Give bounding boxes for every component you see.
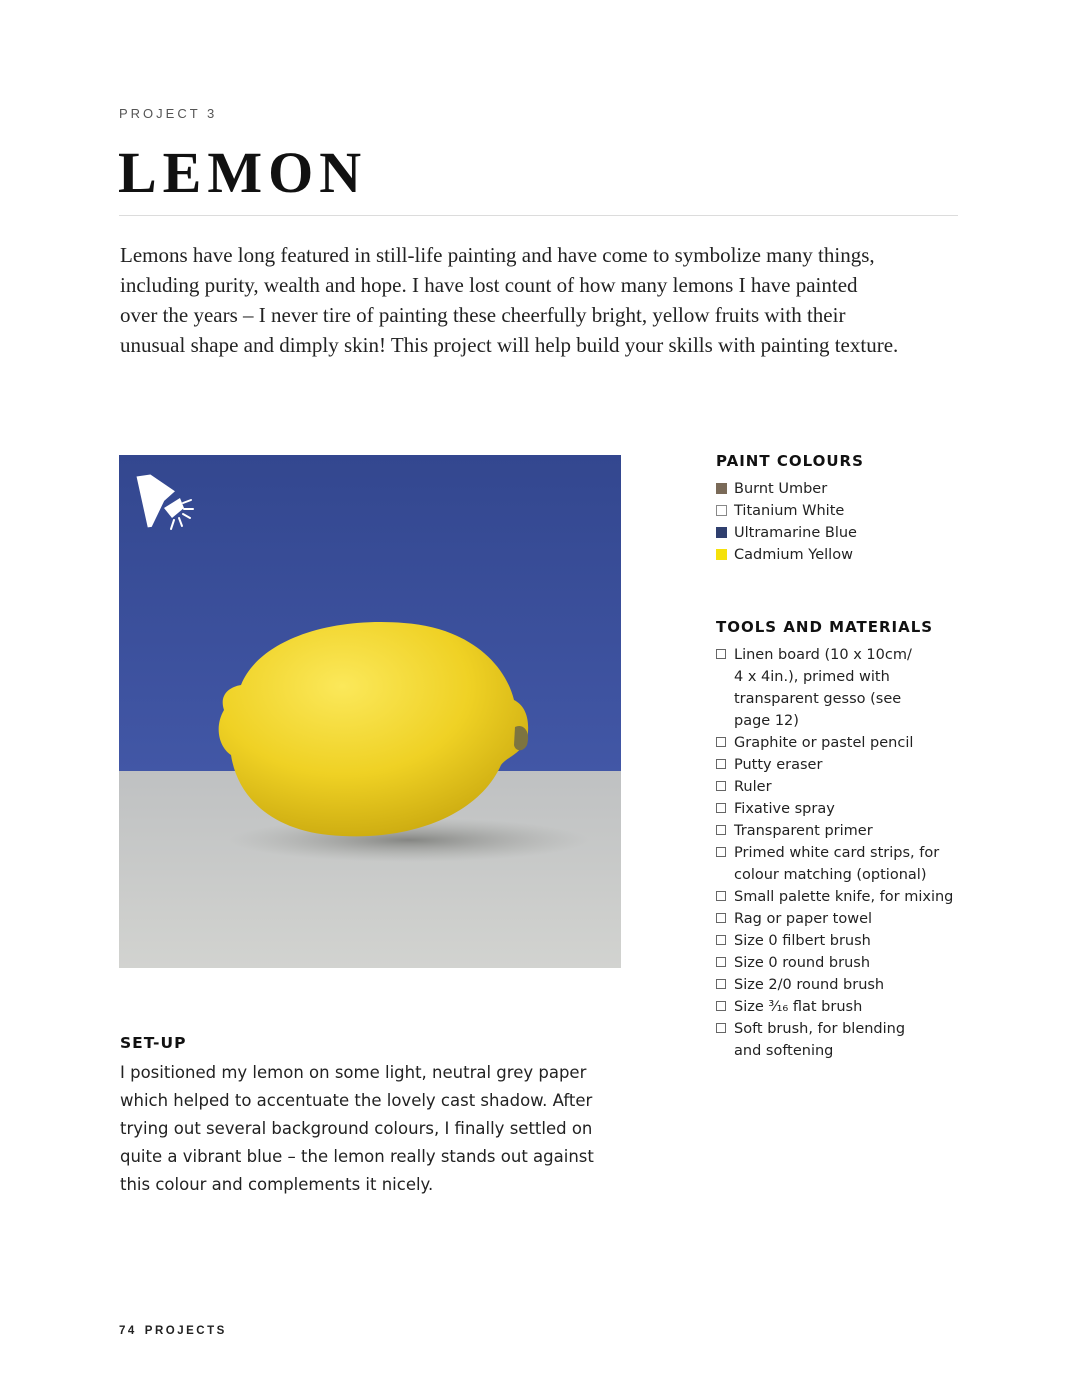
tool-item — [716, 886, 966, 908]
tool-label: Fixative spray — [734, 801, 835, 817]
colour-swatch-icon — [716, 549, 727, 560]
checkbox-icon — [716, 803, 726, 813]
tool-item — [716, 754, 966, 776]
light-direction-icon — [136, 472, 196, 534]
tool-label: Putty eraser — [734, 757, 823, 773]
title-rule — [119, 215, 958, 216]
checkbox-icon — [716, 935, 726, 945]
materials-sidebar — [716, 450, 966, 1062]
checkbox-icon — [716, 847, 726, 857]
tool-item — [716, 842, 966, 886]
setup-paragraph — [120, 1059, 620, 1199]
intro-line: including purity, wealth and hope. I have lost count of how many lemons I have painted — [120, 273, 858, 297]
setup-line: which helped to accentuate the lovely cast shadow. After — [120, 1091, 593, 1110]
tool-item — [716, 776, 966, 798]
paint-colours-list — [716, 478, 966, 566]
paint-colour-item — [716, 522, 966, 544]
tool-item — [716, 908, 966, 930]
lemon-photo — [119, 455, 621, 968]
tool-label: Rag or paper towel — [734, 911, 873, 927]
checkbox-icon — [716, 957, 726, 967]
tool-item — [716, 732, 966, 754]
paint-colour-item — [716, 544, 966, 566]
setup-heading: SET-UP — [120, 1034, 187, 1052]
paint-colour-label: Cadmium Yellow — [734, 547, 853, 563]
section-name: PROJECTS — [144, 1325, 227, 1337]
tool-label: Size 2/0 round brush — [734, 977, 885, 993]
setup-line: trying out several background colours, I finally settled on — [120, 1119, 593, 1138]
page-folio — [119, 1325, 227, 1337]
checkbox-icon — [716, 737, 726, 747]
tool-item — [716, 996, 966, 1018]
tool-label: Size ³⁄₁₆ flat brush — [734, 999, 863, 1015]
tool-label: Size 0 filbert brush — [734, 933, 871, 949]
tool-label: Soft brush, for blending and softening — [734, 1021, 906, 1059]
tool-label: Graphite or pastel pencil — [734, 735, 914, 751]
paint-colours-heading: PAINT COLOURS — [716, 452, 864, 470]
colour-swatch-icon — [716, 483, 727, 494]
tool-item — [716, 974, 966, 996]
tools-list — [716, 644, 966, 1062]
tool-item — [716, 930, 966, 952]
setup-line: this colour and complements it nicely. — [120, 1175, 434, 1194]
checkbox-icon — [716, 1001, 726, 1011]
tools-heading: TOOLS AND MATERIALS — [716, 618, 934, 636]
intro-line: unusual shape and dimply skin! This project will help build your skills with painting texture. — [120, 333, 899, 357]
checkbox-icon — [716, 649, 726, 659]
checkbox-icon — [716, 759, 726, 769]
colour-swatch-icon — [716, 505, 727, 516]
colour-swatch-icon — [716, 527, 727, 538]
tool-item — [716, 1018, 966, 1062]
checkbox-icon — [716, 979, 726, 989]
paint-colour-item — [716, 478, 966, 500]
checkbox-icon — [716, 825, 726, 835]
paint-colour-label: Titanium White — [734, 503, 845, 519]
tool-item — [716, 820, 966, 842]
tool-label: Linen board (10 x 10cm/ 4 x 4in.), primed with transparent gesso (see page 12) — [734, 647, 912, 729]
paint-colour-item — [716, 500, 966, 522]
intro-line: over the years – I never tire of painting these cheerfully bright, yellow fruits with their — [120, 303, 846, 327]
checkbox-icon — [716, 891, 726, 901]
setup-line: I positioned my lemon on some light, neutral grey paper — [120, 1063, 587, 1082]
tool-item — [716, 644, 966, 732]
tool-item — [716, 952, 966, 974]
tool-item — [716, 798, 966, 820]
tool-label: Primed white card strips, for colour matching (optional) — [734, 845, 940, 883]
tool-label: Small palette knife, for mixing — [734, 889, 954, 905]
tool-label: Ruler — [734, 779, 772, 795]
paint-colour-label: Burnt Umber — [734, 481, 828, 497]
tool-label: Size 0 round brush — [734, 955, 871, 971]
tool-label: Transparent primer — [734, 823, 873, 839]
page-title: LEMON — [118, 140, 368, 205]
paint-colour-label: Ultramarine Blue — [734, 525, 857, 541]
checkbox-icon — [716, 781, 726, 791]
page-number: 74 — [119, 1325, 137, 1337]
setup-line: quite a vibrant blue – the lemon really stands out against — [120, 1147, 594, 1166]
checkbox-icon — [716, 1023, 726, 1033]
intro-line: Lemons have long featured in still-life painting and have come to symbolize many things, — [120, 243, 875, 267]
checkbox-icon — [716, 913, 726, 923]
project-kicker: PROJECT 3 — [119, 106, 218, 121]
intro-paragraph — [120, 240, 960, 360]
